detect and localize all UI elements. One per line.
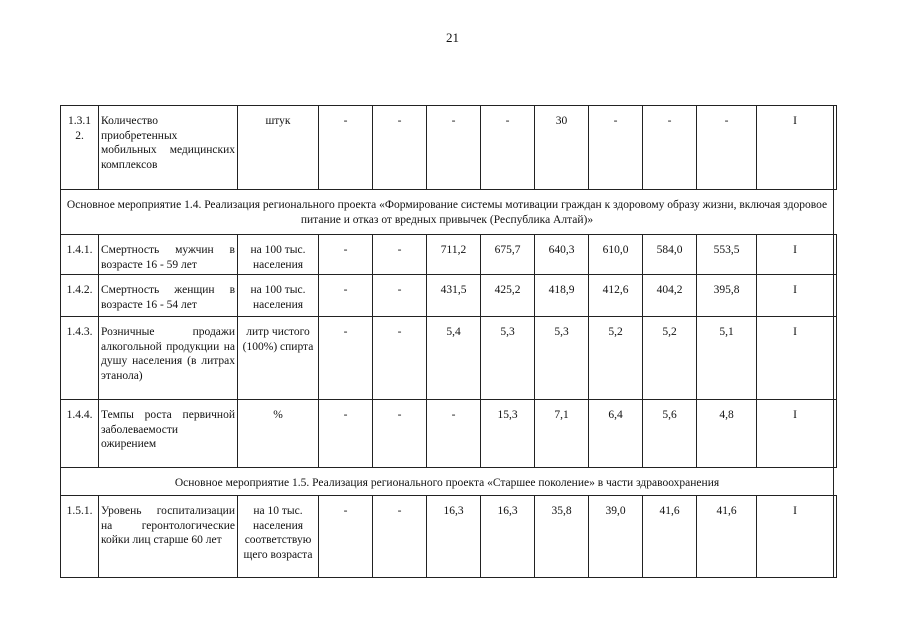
- value-cell: -: [319, 496, 373, 578]
- value-cell: 553,5: [697, 235, 757, 275]
- value-cell: 5,2: [589, 317, 643, 400]
- value-cell: 412,6: [589, 275, 643, 317]
- value-cell: -: [427, 106, 481, 190]
- table-row: [61, 400, 837, 468]
- value-cell: 41,6: [697, 496, 757, 578]
- table-row: [61, 235, 837, 275]
- value-cell: -: [373, 106, 427, 190]
- period-cell: I: [757, 400, 834, 468]
- value-cell: 431,5: [427, 275, 481, 317]
- value-cell: 35,8: [535, 496, 589, 578]
- period-cell: I: [757, 275, 834, 317]
- value-cell: -: [319, 275, 373, 317]
- value-cell: 15,3: [481, 400, 535, 468]
- period-cell: I: [757, 317, 834, 400]
- row-number: 1.4.2.: [61, 275, 99, 317]
- value-cell: 16,3: [427, 496, 481, 578]
- value-cell: 584,0: [643, 235, 697, 275]
- empty-cell: [834, 106, 837, 190]
- empty-cell: [834, 275, 837, 317]
- value-cell: 7,1: [535, 400, 589, 468]
- indicator-name: Розничные продажи алкогольной продукции на душу населения (в литрах этанола): [99, 317, 238, 400]
- value-cell: 16,3: [481, 496, 535, 578]
- unit-cell: на 100 тыс. населения: [238, 275, 319, 317]
- section-row: [61, 190, 837, 235]
- value-cell: 425,2: [481, 275, 535, 317]
- section-row: [61, 468, 837, 496]
- table-row: [61, 275, 837, 317]
- value-cell: -: [319, 400, 373, 468]
- value-cell: -: [589, 106, 643, 190]
- value-cell: 41,6: [643, 496, 697, 578]
- row-number: 1.4.4.: [61, 400, 99, 468]
- table-row: [61, 496, 837, 578]
- value-cell: -: [319, 317, 373, 400]
- row-number: 1.5.1.: [61, 496, 99, 578]
- section-title: Основное мероприятие 1.5. Реализация регионального проекта «Старшее поколение» в части здравоохранения: [61, 468, 834, 496]
- value-cell: 675,7: [481, 235, 535, 275]
- value-cell: 395,8: [697, 275, 757, 317]
- value-cell: 30: [535, 106, 589, 190]
- period-cell: I: [757, 106, 834, 190]
- table-row: [61, 317, 837, 400]
- value-cell: -: [319, 106, 373, 190]
- empty-cell: [834, 235, 837, 275]
- value-cell: -: [373, 235, 427, 275]
- row-number: 1.3.1 2.: [61, 106, 99, 190]
- value-cell: 711,2: [427, 235, 481, 275]
- value-cell: -: [427, 400, 481, 468]
- indicator-name: Смертность женщин в возрасте 16 - 54 лет: [99, 275, 238, 317]
- value-cell: -: [373, 496, 427, 578]
- empty-cell: [834, 496, 837, 578]
- value-cell: 5,1: [697, 317, 757, 400]
- value-cell: -: [697, 106, 757, 190]
- empty-cell: [834, 317, 837, 400]
- indicator-name: Уровень госпитализации на геронтологические койки лиц старше 60 лет: [99, 496, 238, 578]
- indicator-name: Темпы роста первичной заболеваемости ожирением: [99, 400, 238, 468]
- value-cell: -: [373, 400, 427, 468]
- unit-cell: на 100 тыс. населения: [238, 235, 319, 275]
- value-cell: 610,0: [589, 235, 643, 275]
- period-cell: I: [757, 496, 834, 578]
- section-title: Основное мероприятие 1.4. Реализация регионального проекта «Формирование системы мотивации граждан к здоровому образу жизни, включая здоровое питание и отказ от вредных привычек (Республика Алтай)»: [61, 190, 834, 235]
- indicators-table: [60, 105, 837, 578]
- value-cell: -: [319, 235, 373, 275]
- value-cell: 6,4: [589, 400, 643, 468]
- value-cell: -: [373, 275, 427, 317]
- row-number: 1.4.3.: [61, 317, 99, 400]
- value-cell: -: [643, 106, 697, 190]
- value-cell: 5,4: [427, 317, 481, 400]
- unit-cell: литр чистого (100%) спирта: [238, 317, 319, 400]
- indicator-name: Количество приобретенных мобильных медицинских комплексов: [99, 106, 238, 190]
- unit-cell: на 10 тыс. населения соответствую щего возраста: [238, 496, 319, 578]
- value-cell: 404,2: [643, 275, 697, 317]
- value-cell: 5,6: [643, 400, 697, 468]
- value-cell: -: [481, 106, 535, 190]
- value-cell: 5,3: [535, 317, 589, 400]
- value-cell: 39,0: [589, 496, 643, 578]
- indicator-name: Смертность мужчин в возрасте 16 - 59 лет: [99, 235, 238, 275]
- value-cell: 5,2: [643, 317, 697, 400]
- unit-cell: %: [238, 400, 319, 468]
- unit-cell: штук: [238, 106, 319, 190]
- period-cell: I: [757, 235, 834, 275]
- value-cell: -: [373, 317, 427, 400]
- empty-cell: [834, 400, 837, 468]
- row-number: 1.4.1.: [61, 235, 99, 275]
- table-row: [61, 106, 837, 190]
- value-cell: 5,3: [481, 317, 535, 400]
- value-cell: 640,3: [535, 235, 589, 275]
- page-number: 21: [446, 30, 459, 45]
- value-cell: 418,9: [535, 275, 589, 317]
- value-cell: 4,8: [697, 400, 757, 468]
